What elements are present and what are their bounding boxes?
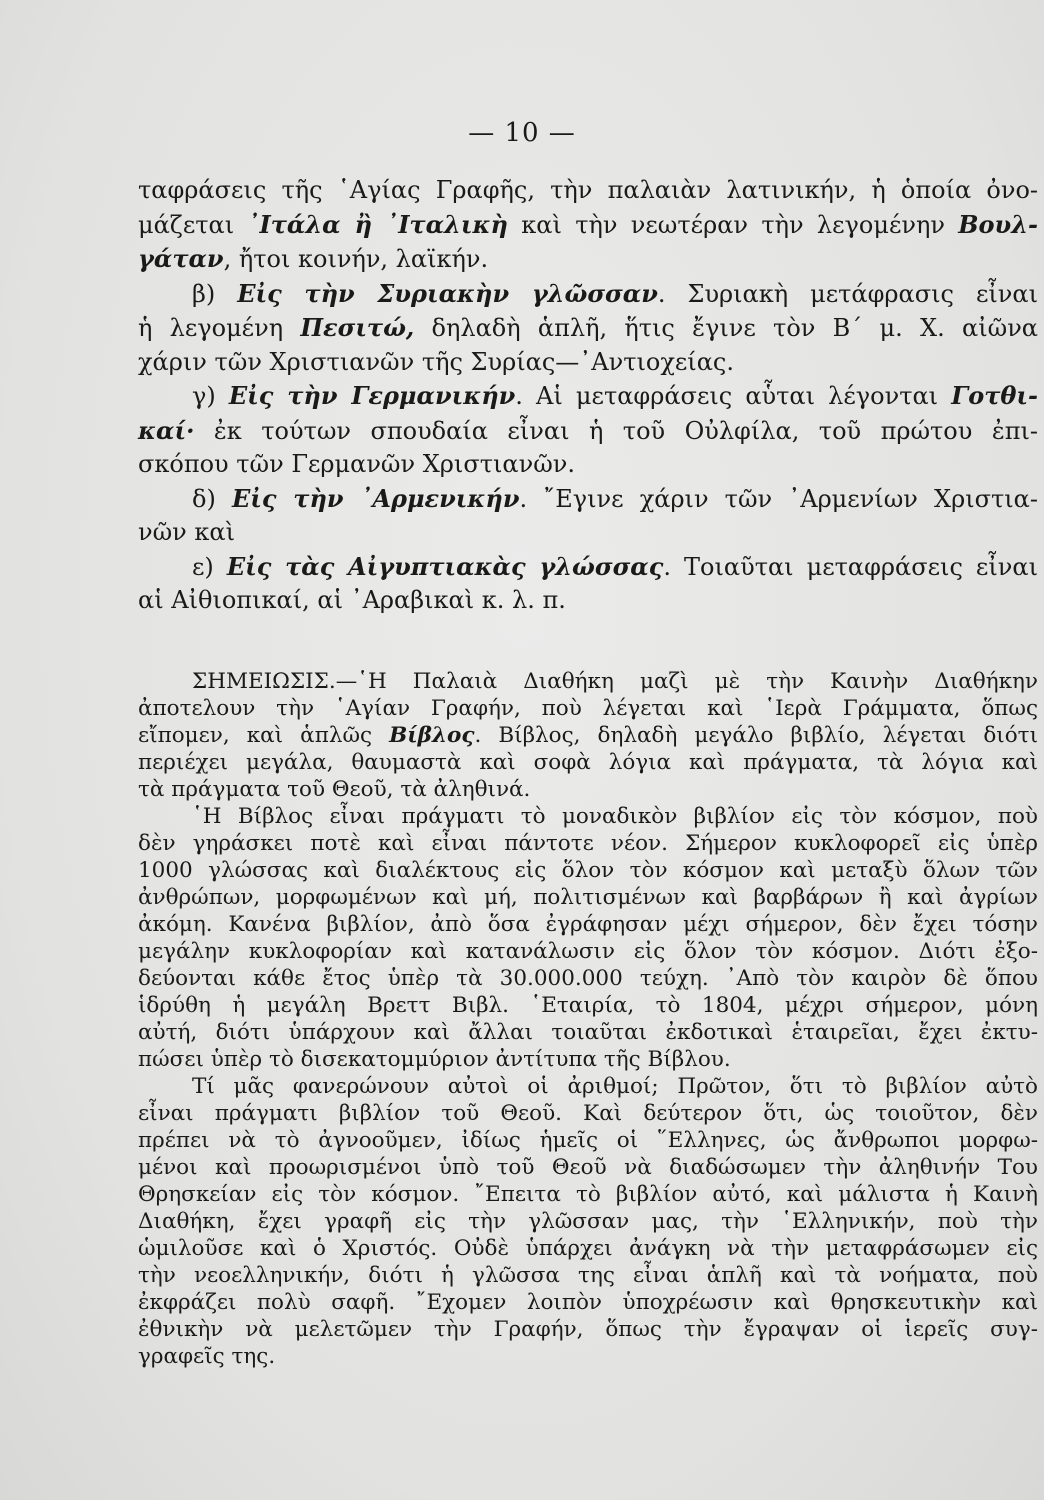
note-text-line <box>138 1127 1038 1154</box>
text-segment: ΣΗΜΕΙΩΣΙΣ.—῾Η Παλαιὰ Διαθήκη μαζὶ μὲ τὴν Καινὴν Διαθήκην <box>192 669 1038 694</box>
text-segment: . Τοιαῦται μεταφράσεις εἶναι <box>663 552 1038 581</box>
main-text-line <box>138 277 1038 312</box>
text-segment: Θρησκείαν εἰς τὸν κόσμον. ῎Επειτα τὸ βιβλίον αὐτό, καὶ μάλιστα ἡ Καινὴ <box>138 1182 1038 1207</box>
text-segment: ῾Η Βίβλος εἶναι πράγματι τὸ μοναδικὸν βιβλίον εἰς τὸν κόσμον, ποὺ <box>192 804 1038 829</box>
note-text-line <box>138 938 1038 965</box>
text-segment: . Αἱ μεταφράσεις αὗται λέγονται <box>515 382 952 410</box>
emphasized-text: καί· <box>138 415 195 445</box>
note-text-line <box>138 1046 1038 1073</box>
text-segment: . ῎Εγινε χάριν τῶν ᾿Αρμενίων Χριστια- <box>519 484 1038 513</box>
note-text-line <box>138 776 1038 803</box>
emphasized-text: Βουλ- <box>958 209 1038 239</box>
text-segment: μένοι καὶ προωρισμένοι ὑπὸ τοῦ Θεοῦ νὰ διαδώσωμεν τὴν ἀληθινήν Του <box>138 1155 1038 1180</box>
text-segment: δεύονται κάθε ἔτος ὑπὲρ τὰ 30.000.000 τεύχη. ᾿Απὸ τὸν καιρὸν δὲ ὅπου <box>138 966 1038 991</box>
main-text-line <box>138 379 1038 414</box>
note-text-block <box>138 668 1038 1370</box>
note-text-line <box>138 911 1038 938</box>
emphasized-text: γάταν <box>138 244 224 273</box>
page-number: — 10 — <box>468 118 576 148</box>
text-segment: . Βίβλος, δηλαδὴ μεγάλο βιβλίο, λέγεται διότι <box>474 723 1038 748</box>
note-text-line <box>138 1235 1038 1262</box>
main-text-line <box>138 346 1038 380</box>
main-text-block <box>138 174 1038 618</box>
text-segment: ὡμιλοῦσε καὶ ὁ Χριστός. Οὐδὲ ὑπάρχει ἀνάγκη νὰ τὴν μεταφράσωμεν εἰς <box>138 1236 1038 1261</box>
text-segment: ἀνθρώπων, μορφωμένων καὶ μή, πολιτισμένων καὶ βαρβάρων ἢ καὶ ἀγρίων <box>138 885 1038 910</box>
note-text-line <box>138 884 1038 911</box>
text-segment: αἱ Αἰθιοπικαί, αἱ ᾿Αραβικαὶ κ. λ. π. <box>138 586 566 614</box>
note-text-line <box>138 1019 1038 1046</box>
text-segment: ἐθνικὴν νὰ μελετῶμεν τὴν Γραφήν, ὅπως τὴν ἔγραψαν οἱ ἱερεῖς συγ- <box>138 1317 1038 1342</box>
note-text-line <box>138 1100 1038 1127</box>
note-text-line <box>138 749 1038 776</box>
main-text-line <box>138 584 1038 618</box>
text-segment: νῶν καὶ <box>138 518 235 546</box>
text-segment: . Συριακὴ μετάφρασις εἶναι <box>657 279 1039 308</box>
note-text-line <box>138 1289 1038 1316</box>
text-segment: καὶ τὴν νεωτέραν τὴν λεγομένην <box>507 210 959 239</box>
main-text-line <box>138 208 1038 243</box>
text-segment: γραφεῖς της. <box>138 1344 276 1369</box>
text-segment: μεγάλην κυκλοφορίαν καὶ κατανάλωσιν εἰς ὅλον τὸν κόσμον. Διότι ἐξο- <box>138 939 1038 964</box>
text-segment: 1000 γλώσσας καὶ διαλέκτους εἰς ὅλον τὸν κόσμον καὶ μεταξὺ ὅλων τῶν <box>138 858 1038 883</box>
note-text-line <box>138 695 1038 722</box>
text-segment: δ) <box>192 484 232 513</box>
text-segment: ταφράσεις τῆς ῾Αγίας Γραφῆς, τὴν παλαιὰν λατινικήν, ἡ ὁποία ὀνο- <box>138 176 1038 204</box>
note-text-line <box>138 1208 1038 1235</box>
note-text-line <box>138 992 1038 1019</box>
text-segment: μάζεται <box>138 210 248 239</box>
note-text-line <box>138 1262 1038 1289</box>
note-text-line <box>138 1343 1038 1370</box>
text-segment: ε) <box>192 552 227 581</box>
main-text-line <box>138 174 1038 208</box>
emphasized-text: Εἰς τὴν Συριακὴν γλῶσσαν <box>237 278 658 308</box>
main-text-line <box>138 414 1038 449</box>
main-text-line <box>138 311 1038 346</box>
text-segment: περιέχει μεγάλα, θαυμαστὰ καὶ σοφὰ λόγια καὶ πράγματα, τὰ λόγια καὶ <box>138 750 1038 775</box>
note-text-line <box>138 965 1038 992</box>
text-segment: ἀποτελουν τὴν ῾Αγίαν Γραφήν, ποὺ λέγεται καὶ ῾Ιερὰ Γράμματα, ὅπως <box>138 696 1038 721</box>
note-text-line <box>138 722 1038 749</box>
emphasized-text: Εἰς τὴν Γερμανικήν <box>228 381 516 410</box>
text-segment: δηλαδὴ ἁπλῆ, ἥτις ἔγινε τὸν Β΄ μ. Χ. αἰῶνα <box>414 314 1039 342</box>
emphasized-text: Εἰς τὴν ᾿Αρμενικήν <box>231 483 520 513</box>
text-segment: χάριν τῶν Χριστιανῶν τῆς Συρίας—᾿Αντιοχείας. <box>138 347 734 376</box>
text-segment: πρέπει νὰ τὸ ἀγνοοῦμεν, ἰδίως ἡμεῖς οἱ ῞Ελληνες, ὡς ἄνθρωποι μορφω- <box>138 1128 1038 1153</box>
text-segment: ἀκόμη. Κανένα βιβλίον, ἀπὸ ὅσα ἐγράφησαν μέχι σήμερον, δὲν ἔχει τόσην <box>138 912 1038 937</box>
note-text-line <box>138 1154 1038 1181</box>
note-text-line <box>138 668 1038 695</box>
text-segment: εἶναι πράγματι βιβλίον τοῦ Θεοῦ. Καὶ δεύτερον ὅτι, ὡς τοιοῦτον, δὲν <box>138 1101 1038 1126</box>
main-text-line <box>138 516 1038 550</box>
note-text-line <box>138 1073 1038 1100</box>
note-text-line <box>138 857 1038 884</box>
text-segment: β) <box>192 279 238 308</box>
text-segment: ἐκ τούτων σπουδαία εἶναι ἡ τοῦ Οὐλφίλα, τοῦ πρώτου ἐπι- <box>194 416 1038 445</box>
note-text-line <box>138 830 1038 857</box>
text-segment: τὰ πράγματα τοῦ Θεοῦ, τὰ ἀληθινά. <box>138 777 531 802</box>
text-segment: πώσει ὑπὲρ τὸ δισεκατομμύριον ἀντίτυπα τῆς Βίβλου. <box>138 1047 731 1072</box>
emphasized-text: Πεσιτώ, <box>300 313 415 342</box>
text-segment: Τί μᾶς φανερώνουν αὐτοὶ οἱ ἀριθμοί; Πρῶτον, ὅτι τὸ βιβλίον αὐτὸ <box>192 1074 1038 1099</box>
text-segment: τὴν νεοελληνικήν, διότι ἡ γλῶσσα της εἶναι ἁπλῆ καὶ τὰ νοήματα, ποὺ <box>138 1263 1038 1288</box>
main-text-line <box>138 482 1038 517</box>
main-text-line <box>138 448 1038 482</box>
emphasized-text: ᾿Ιτάλα ἢ ᾿Ιταλικὴ <box>247 209 508 239</box>
emphasized-text: Εἰς τὰς Αἰγυπτιακὰς γλώσσας <box>226 551 664 581</box>
emphasized-text: Γοτθι- <box>951 381 1038 410</box>
emphasized-text: Βίβλος <box>389 723 475 748</box>
text-segment: ἐκφράζει πολὺ σαφῆ. ῎Εχομεν λοιπὸν ὑποχρέωσιν καὶ θρησκευτικὴν καὶ <box>138 1290 1038 1315</box>
text-segment: ἡ λεγομένη <box>138 314 301 342</box>
text-segment: γ) <box>192 382 229 410</box>
note-text-line <box>138 803 1038 830</box>
text-segment: αὐτή, διότι ὑπάρχουν καὶ ἄλλαι τοιαῦται ἐκδοτικαὶ ἑταιρεῖαι, ἔχει ἐκτυ- <box>138 1020 1038 1045</box>
text-segment: Διαθήκη, ἔχει γραφῆ εἰς τὴν γλῶσσαν μας, τὴν ῾Ελληνικήν, ποὺ τὴν <box>138 1209 1038 1234</box>
main-text-line <box>138 550 1038 585</box>
text-segment: εἴπομεν, καὶ ἁπλῶς <box>138 723 390 748</box>
text-segment: ἱδρύθη ἡ μεγάλη Βρεττ Βιβλ. ῾Εταιρία, τὸ 1804, μέχρι σήμερον, μόνη <box>138 993 1038 1018</box>
note-text-line <box>138 1181 1038 1208</box>
text-segment: , ἤτοι κοινήν, λαϊκήν. <box>223 245 489 273</box>
main-text-line <box>138 242 1038 277</box>
note-text-line <box>138 1316 1038 1343</box>
text-segment: δὲν γηράσκει ποτὲ καὶ εἶναι πάντοτε νέον. Σήμερον κυκλοφορεῖ εἰς ὑπὲρ <box>138 831 1038 856</box>
text-segment: σκόπου τῶν Γερμανῶν Χριστιανῶν. <box>138 450 575 478</box>
